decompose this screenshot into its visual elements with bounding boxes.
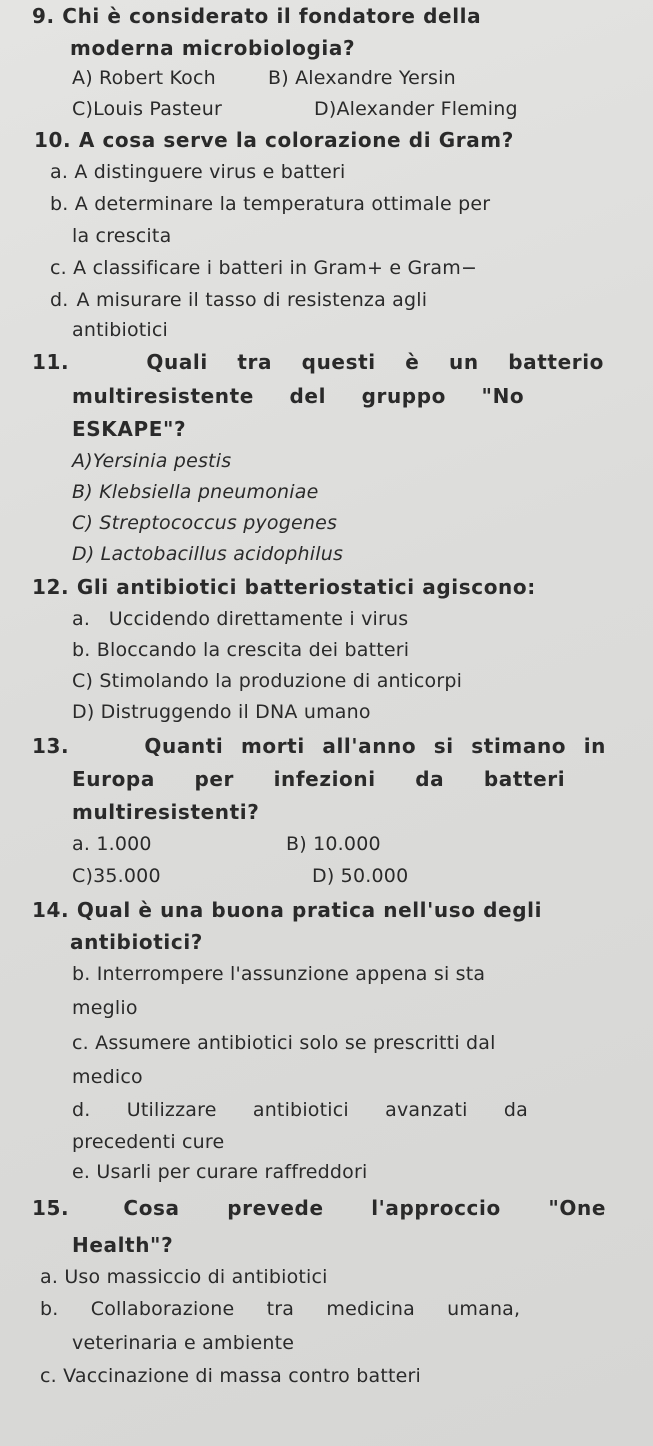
question-9-text-1: Chi è considerato il fondatore della bbox=[62, 4, 482, 28]
option-text: A classificare i batteri in Gram+ e Gram− bbox=[73, 257, 478, 279]
question-13-option-c: C)35.000 bbox=[72, 865, 161, 887]
option-letter: b. bbox=[50, 193, 69, 215]
question-11-text-2: multiresistente del gruppo "No bbox=[72, 384, 525, 408]
question-12-text-1: Gli antibiotici batteriostatici agiscono: bbox=[76, 575, 536, 599]
question-10-line-1 bbox=[34, 128, 514, 152]
question-9-text-2: moderna microbiologia? bbox=[70, 36, 356, 60]
question-15-option-b: b. Collaborazione tra medicina umana, bbox=[40, 1298, 521, 1320]
question-14-option-d: d. Utilizzare antibiotici avanzati da bbox=[72, 1099, 528, 1121]
question-11-text-3: ESKAPE"? bbox=[72, 417, 187, 441]
question-14-option-c-cont: medico bbox=[72, 1066, 143, 1088]
question-11-text-1: Quali tra questi è un batterio bbox=[146, 350, 604, 374]
option-text: A misurare il tasso di resistenza agli bbox=[76, 289, 428, 311]
question-10-option-b-cont: la crescita bbox=[72, 225, 172, 247]
option-letter: d. bbox=[50, 289, 69, 311]
question-14-number: 14. bbox=[32, 898, 70, 922]
question-12-option-b: b. Bloccando la crescita dei batteri bbox=[72, 639, 410, 661]
question-10-option-d bbox=[50, 288, 600, 312]
question-14-option-d-cont: precedenti cure bbox=[72, 1131, 225, 1153]
question-15-text-2: Health"? bbox=[72, 1233, 174, 1257]
option-text: A distinguere virus e batteri bbox=[74, 161, 346, 183]
question-14-option-b-cont: meglio bbox=[72, 997, 138, 1019]
option-letter: c. bbox=[50, 257, 67, 279]
question-13-text-3: multiresistenti? bbox=[72, 800, 260, 824]
question-13-line-1 bbox=[32, 734, 606, 758]
question-11-option-d: D) Lactobacillus acidophilus bbox=[72, 543, 344, 565]
question-13-option-a: a. 1.000 bbox=[72, 833, 152, 855]
question-10-number: 10. bbox=[34, 128, 72, 152]
question-9-option-b: B) Alexandre Yersin bbox=[268, 67, 456, 89]
question-9-number: 9. bbox=[32, 4, 55, 28]
question-13-option-b: B) 10.000 bbox=[286, 833, 381, 855]
question-11-line-1 bbox=[32, 350, 604, 374]
question-10-option-c bbox=[50, 256, 477, 280]
question-12-number: 12. bbox=[32, 575, 70, 599]
question-13-number: 13. bbox=[32, 734, 70, 758]
question-15-option-b-cont: veterinaria e ambiente bbox=[72, 1332, 295, 1354]
question-10-text-1: A cosa serve la colorazione di Gram? bbox=[78, 128, 514, 152]
question-11-option-b: B) Klebsiella pneumoniae bbox=[72, 481, 319, 503]
question-14-option-e: e. Usarli per curare raffreddori bbox=[72, 1161, 368, 1183]
question-11-option-a: A)Yersinia pestis bbox=[72, 450, 232, 472]
question-13-option-d: D) 50.000 bbox=[312, 865, 409, 887]
question-10-option-b bbox=[50, 192, 490, 216]
question-10-option-d-cont: antibiotici bbox=[72, 319, 169, 341]
question-15-option-a: a. Uso massiccio di antibiotici bbox=[40, 1266, 328, 1288]
question-12-line-1 bbox=[32, 575, 536, 599]
question-15-text-1: Cosa prevede l'approccio "One bbox=[123, 1196, 606, 1220]
question-9-option-d: D)Alexander Fleming bbox=[314, 98, 518, 120]
question-12-option-a: a. Uccidendo direttamente i virus bbox=[72, 608, 409, 630]
question-13-text-2: Europa per infezioni da batteri bbox=[72, 767, 566, 791]
question-15-line-1 bbox=[32, 1196, 606, 1220]
question-14-text-1: Qual è una buona pratica nell'uso degli bbox=[76, 898, 543, 922]
question-15-number: 15. bbox=[32, 1196, 70, 1220]
question-14-text-2: antibiotici? bbox=[70, 930, 203, 954]
question-14-line-1 bbox=[32, 898, 542, 922]
question-9-option-c: C)Louis Pasteur bbox=[72, 98, 222, 120]
question-14-option-b: b. Interrompere l'assunzione appena si sta bbox=[72, 963, 486, 985]
question-10-option-a bbox=[50, 160, 346, 184]
question-14-option-c: c. Assumere antibiotici solo se prescritti dal bbox=[72, 1032, 496, 1054]
question-12-option-d: D) Distruggendo il DNA umano bbox=[72, 701, 371, 723]
question-9-line-1 bbox=[32, 4, 481, 28]
question-12-option-c: C) Stimolando la produzione di anticorpi bbox=[72, 670, 463, 692]
question-15-option-c: c. Vaccinazione di massa contro batteri bbox=[40, 1365, 422, 1387]
question-13-text-1: Quanti morti all'anno si stimano in bbox=[144, 734, 606, 758]
question-9-option-a: A) Robert Koch bbox=[72, 67, 216, 89]
question-11-number: 11. bbox=[32, 350, 70, 374]
option-text: A determinare la temperatura ottimale per bbox=[74, 193, 491, 215]
option-letter: a. bbox=[50, 161, 69, 183]
question-11-option-c: C) Streptococcus pyogenes bbox=[72, 512, 338, 534]
